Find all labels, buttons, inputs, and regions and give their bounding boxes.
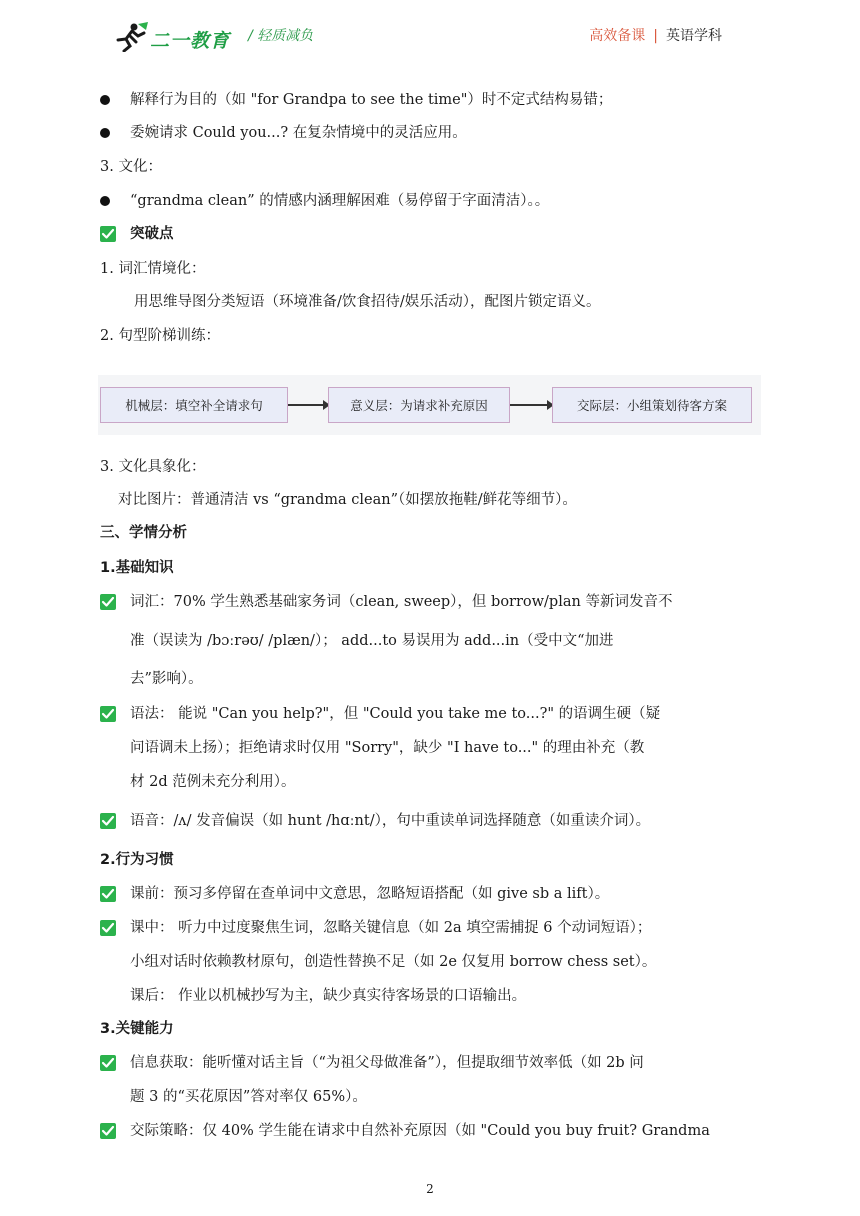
- text-line: 1. 词汇情境化：: [100, 261, 206, 277]
- brand-logo: [114, 22, 234, 54]
- text-line: 解释行为目的（如 "for Grandpa to see the time"）时不定式结构易错；: [130, 92, 613, 108]
- text-line: 材 2d 范例未充分利用）。: [130, 774, 296, 790]
- text-line: 准（误读为 /bɔːrəʊ/ /plæn/）； add...to 易误用为 add...in（受中文“加进: [130, 633, 614, 649]
- text-line: 用思维导图分类短语（环境准备/饮食招待/娱乐活动），配图片锁定语义。: [134, 294, 601, 310]
- text-line: 3. 文化具象化：: [100, 459, 206, 475]
- text-line: “grandma clean” 的情感内涵理解困难（易停留于字面清洁）。。: [130, 193, 550, 209]
- checkmark-icon: [100, 886, 116, 902]
- bullet-dot-icon: [100, 128, 110, 138]
- text-line: 信息获取：能听懂对话主旨（“为祖父母做准备”），但提取细节效率低（如 2b 问: [130, 1055, 644, 1071]
- text-line: 对比图片：普通清洁 vs “grandma clean”（如摆放拖鞋/鲜花等细节）。: [118, 492, 577, 508]
- text-line: 题 3 的“买花原因”答对率仅 65%）。: [130, 1089, 367, 1105]
- page-header: [0, 0, 860, 70]
- header-slogan: / 轻质减负: [248, 28, 314, 44]
- text-line: 2. 句型阶梯训练：: [100, 328, 220, 344]
- page-number: 2: [426, 1182, 434, 1196]
- text-line: 突破点: [130, 226, 174, 242]
- text-line: 3. 文化：: [100, 159, 162, 175]
- checkmark-icon: [100, 1055, 116, 1071]
- logo-text: 二一教育: [150, 30, 231, 52]
- text-line: 词汇：70% 学生熟悉基础家务词（clean, sweep），但 borrow/plan 等新词发音不: [130, 594, 673, 610]
- text-line: 小组对话时依赖教材原句，创造性替换不足（如 2e 仅复用 borrow chess set）。: [130, 954, 657, 970]
- checkmark-icon: [100, 813, 116, 829]
- flow-diagram: [98, 375, 761, 435]
- flow-arrow: [288, 404, 328, 406]
- checkmark-icon: [100, 920, 116, 936]
- text-line: 课中： 听力中过度聚焦生词，忽略关键信息（如 2a 填空需捕捉 6 个动词短语）；: [130, 920, 652, 936]
- text-line: 问语调未上扬）；拒绝请求时仅用 "Sorry"，缺少 "I have to..." 的理由补充（教: [130, 740, 645, 756]
- checkmark-icon: [100, 1123, 116, 1139]
- text-line: 交际策略：仅 40% 学生能在请求中自然补充原因（如 "Could you buy fruit? Grandma: [130, 1123, 710, 1139]
- text-line: 去”影响）。: [130, 671, 203, 687]
- bullet-dot-icon: [100, 95, 110, 105]
- flow-box-communicative: 交际层：小组策划待客方案: [552, 387, 752, 423]
- text-line: 1.基础知识: [100, 560, 174, 576]
- checkmark-icon: [100, 706, 116, 722]
- flow-box-mechanical: 机械层：填空补全请求句: [100, 387, 288, 423]
- text-line: 课后： 作业以机械抄写为主，缺少真实待客场景的口语输出。: [130, 988, 527, 1004]
- runner-icon: [114, 22, 150, 52]
- text-line: 3.关键能力: [100, 1021, 174, 1037]
- flow-arrow: [510, 404, 552, 406]
- checkmark-icon: [100, 226, 116, 242]
- text-line: 课前：预习多停留在查单词中文意思，忽略短语搭配（如 give sb a lift）。: [130, 886, 610, 902]
- flow-box-meaning: 意义层：为请求补充原因: [328, 387, 510, 423]
- header-tag-efficient: 高效备课: [589, 28, 646, 44]
- checkmark-icon: [100, 594, 116, 610]
- bullet-dot-icon: [100, 196, 110, 206]
- text-line: 语音：/ʌ/ 发音偏误（如 hunt /hɑːnt/），句中重读单词选择随意（如重读介词）。: [130, 813, 651, 829]
- text-line: 2.行为习惯: [100, 852, 174, 868]
- header-tag-subject: 英语学科: [666, 28, 722, 44]
- header-separator: |: [653, 28, 658, 44]
- text-line: 三、学情分析: [100, 525, 187, 541]
- text-line: 委婉请求 Could you...? 在复杂情境中的灵活应用。: [130, 125, 467, 141]
- header-right: [589, 25, 722, 45]
- text-line: 语法： 能说 "Can you help?"，但 "Could you take me to...?" 的语调生硬（疑: [130, 706, 661, 722]
